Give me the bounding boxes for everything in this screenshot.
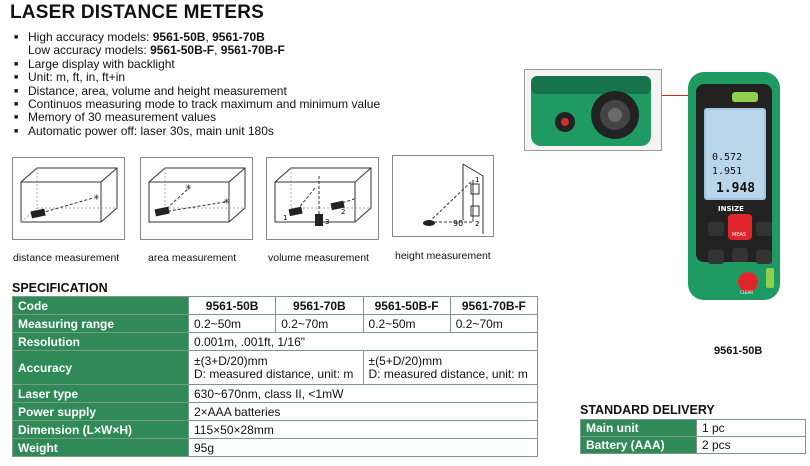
display-line-1: 0.572: [712, 152, 743, 163]
display-line-3: 1.948: [716, 181, 756, 196]
diagram-label: height measurement: [395, 250, 491, 262]
table-row: [13, 439, 538, 457]
table-row: [13, 333, 538, 351]
cell: 0.2~50m: [189, 315, 276, 333]
display-line-2: 1.951: [712, 166, 743, 177]
row-label: Weight: [13, 439, 189, 457]
volume-measurement-diagram: [266, 157, 379, 240]
height-measurement-diagram: [392, 155, 494, 237]
standard-delivery-title: STANDARD DELIVERY: [580, 403, 715, 417]
page-title: LASER DISTANCE METERS: [10, 2, 265, 23]
accuracy-low-formula: ±(5+D/20)mm: [368, 353, 443, 368]
feature-list: [14, 31, 380, 138]
cell: 115×50×28mm: [189, 421, 538, 439]
svg-text:✳: ✳: [223, 197, 230, 206]
specification-title: SPECIFICATION: [12, 281, 108, 295]
clear-label: CLEAR: [740, 290, 754, 295]
cell: 0.2~50m: [363, 315, 450, 333]
device-model-label: 9561-50B: [714, 345, 763, 357]
feature-item: ■ Continuos measuring mode to track maximum and minimum value: [14, 98, 380, 111]
table-row: [13, 385, 538, 403]
feature-item: ■ Automatic power off: laser 30s, main unit 180s: [14, 125, 380, 138]
volume-mark-2: 2: [341, 208, 346, 216]
feature-item: Low accuracy models: 9561-50B-F, 9561-70B-F: [28, 43, 285, 58]
cell: [189, 351, 364, 385]
standard-delivery-table: [580, 419, 806, 454]
cell: 95g: [189, 439, 538, 457]
cell: [363, 351, 538, 385]
model-header: 9561-70B: [276, 297, 363, 315]
feature-item: ■ Large display with backlight: [14, 58, 380, 71]
device-front-image: [686, 68, 786, 306]
row-label: Measuring range: [13, 315, 189, 333]
table-row: [13, 421, 538, 439]
diagram-label: area measurement: [148, 252, 237, 264]
svg-text:✳: ✳: [185, 183, 192, 192]
row-label: Dimension (L×W×H): [13, 421, 189, 439]
brand-logo: INSIZE: [718, 205, 744, 213]
accuracy-high-note: D: measured distance, unit: m: [194, 366, 354, 381]
diagram-label: distance measurement: [13, 252, 120, 264]
cell: 0.001m, .001ft, 1/16": [189, 333, 538, 351]
row-label: Code: [13, 297, 189, 315]
row-label: Resolution: [13, 333, 189, 351]
table-row: [13, 315, 538, 333]
angle-label: 90: [453, 219, 464, 228]
row-label: Power supply: [13, 403, 189, 421]
diagram-label: volume measurement: [268, 252, 369, 264]
area-measurement-diagram: [140, 157, 253, 240]
cell: 2×AAA batteries: [189, 403, 538, 421]
device-top-view-image: [524, 69, 662, 151]
height-mark-1: 1: [475, 176, 480, 184]
table-row: [13, 297, 538, 315]
table-row: [581, 420, 806, 437]
row-label: Battery (AAA): [581, 437, 697, 454]
row-label: Accuracy: [13, 351, 189, 385]
table-row: [13, 403, 538, 421]
table-row: [581, 437, 806, 454]
cell: 630~670nm, class II, <1mW: [189, 385, 538, 403]
model-header: 9561-50B: [189, 297, 276, 315]
volume-mark-3: 3: [325, 218, 330, 226]
feature-item: ■ Memory of 30 measurement values: [14, 111, 380, 124]
model-header: 9561-50B-F: [363, 297, 450, 315]
cell: 0.2~70m: [276, 315, 363, 333]
feature-item: ■ Unit: m, ft, in, ft+in: [14, 71, 380, 84]
cell: 2 pcs: [697, 437, 806, 454]
feature-item: ■ High accuracy models: 9561-50B, 9561-70B: [14, 31, 380, 44]
row-label: Main unit: [581, 420, 697, 437]
meas-label: MEAS: [732, 232, 747, 238]
accuracy-low-note: D: measured distance, unit: m: [368, 366, 528, 381]
specification-table: [12, 296, 538, 457]
accuracy-high-formula: ±(3+D/20)mm: [194, 353, 268, 368]
height-mark-2: 2: [475, 220, 480, 228]
svg-text:✳: ✳: [93, 193, 100, 202]
model-header: 9561-70B-F: [450, 297, 537, 315]
row-label: Laser type: [13, 385, 189, 403]
cell: 0.2~70m: [450, 315, 537, 333]
cell: 1 pc: [697, 420, 806, 437]
volume-mark-1: 1: [283, 214, 288, 222]
feature-item: ■ Distance, area, volume and height measurement: [14, 85, 380, 98]
table-row: [13, 351, 538, 385]
distance-measurement-diagram: [12, 157, 125, 240]
